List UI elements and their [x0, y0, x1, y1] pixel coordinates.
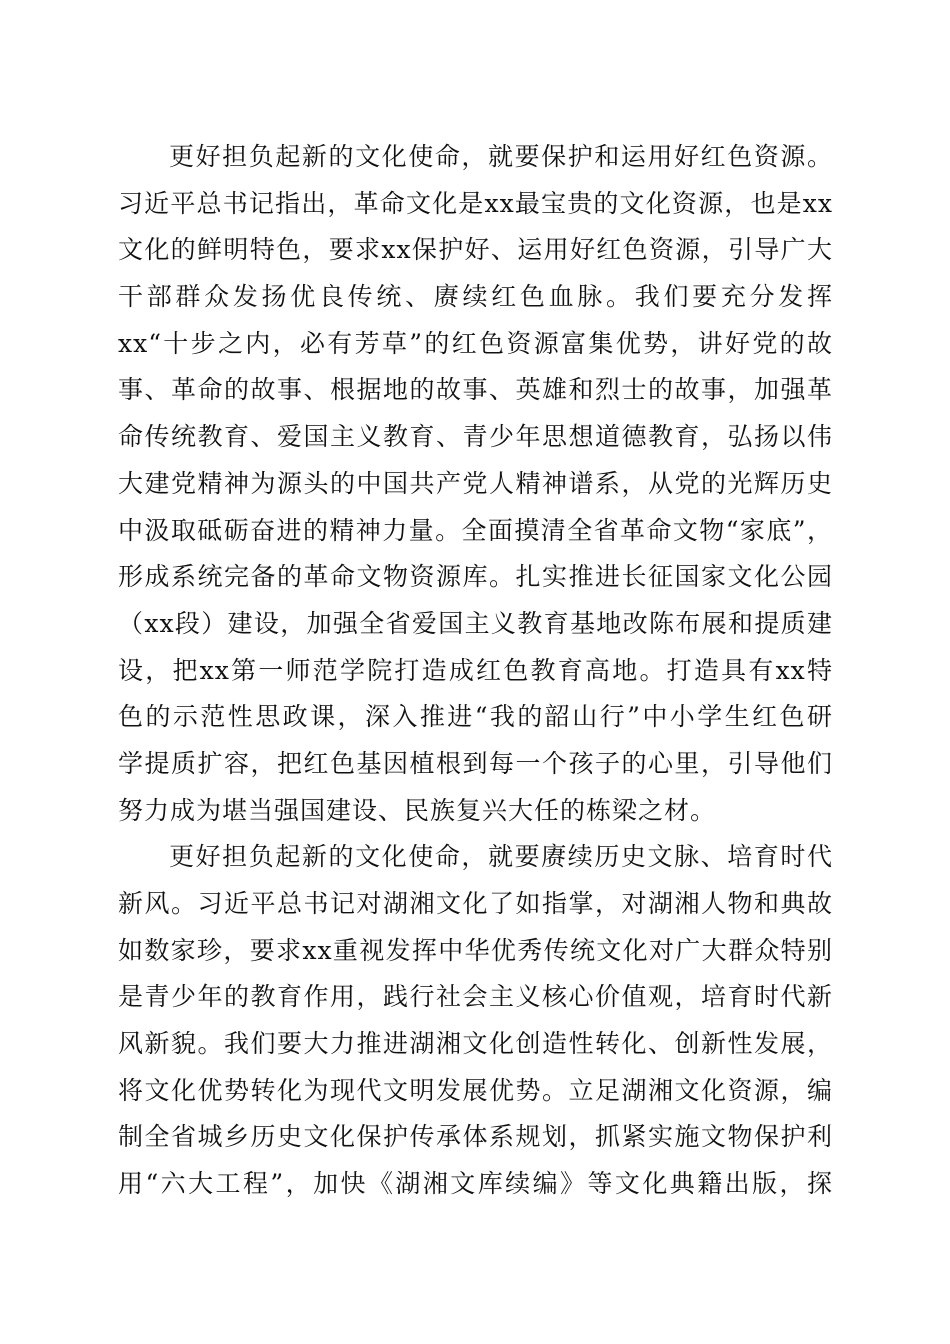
- paragraph-line: 学提质扩容，把红色基因植根到每一个孩子的心里，引导他们: [118, 748, 833, 778]
- paragraph-line: 色的示范性思政课，深入推进“我的韶山行”中小学生红色研: [118, 702, 833, 732]
- paragraph-line: 制全省城乡历史文化保护传承体系规划，抓紧实施文物保护利: [118, 1122, 833, 1152]
- paragraph-line: 习近平总书记指出，革命文化是xx最宝贵的文化资源，也是xx: [118, 188, 833, 218]
- paragraph-line: 大建党精神为源头的中国共产党人精神谱系，从党的光辉历史: [118, 468, 833, 498]
- paragraph-line: 命传统教育、爱国主义教育、青少年思想道德教育，弘扬以伟: [118, 422, 833, 452]
- paragraph-1: [118, 134, 833, 834]
- paragraph-line: 事、革命的故事、根据地的故事、英雄和烈士的故事，加强革: [118, 375, 833, 405]
- paragraph-line: 中汲取砥砺奋进的精神力量。全面摸清全省革命文物“家底”，: [118, 515, 833, 545]
- paragraph-line: 新风。习近平总书记对湖湘文化了如指掌，对湖湘人物和典故: [118, 889, 833, 918]
- paragraph-line: 是青少年的教育作用，践行社会主义核心价值观，培育时代新: [118, 982, 833, 1012]
- paragraph-line: 干部群众发扬优良传统、赓续红色血脉。我们要充分发挥: [118, 282, 833, 312]
- paragraph-line: 更好担负起新的文化使命，就要保护和运用好红色资源。: [169, 142, 833, 171]
- paragraph-line: xx“十步之内，必有芳草”的红色资源富集优势，讲好党的故: [118, 328, 833, 358]
- paragraph-line: 风新貌。我们要大力推进湖湘文化创造性转化、创新性发展，: [118, 1029, 833, 1059]
- paragraph-line: 如数家珍，要求xx重视发挥中华优秀传统文化对广大群众特别: [118, 935, 833, 965]
- document-body: [118, 134, 833, 1208]
- paragraph-line: 更好担负起新的文化使命，就要赓续历史文脉、培育时代: [169, 842, 833, 872]
- paragraph-line: 形成系统完备的革命文物资源库。扎实推进长征国家文化公园: [118, 562, 833, 592]
- paragraph-2: [118, 834, 833, 1208]
- paragraph-line: 将文化优势转化为现代文明发展优势。立足湖湘文化资源，编: [118, 1075, 833, 1105]
- paragraph-line: 设，把xx第一师范学院打造成红色教育高地。打造具有xx特: [118, 655, 833, 685]
- paragraph-line: 用“六大工程”，加快《湖湘文库续编》等文化典籍出版，探: [118, 1169, 833, 1199]
- paragraph-line: 文化的鲜明特色，要求xx保护好、运用好红色资源，引导广大: [118, 235, 833, 265]
- paragraph-line: 努力成为堪当强国建设、民族复兴大任的栋梁之材。: [118, 795, 717, 825]
- paragraph-line: （xx段）建设，加强全省爱国主义教育基地改陈布展和提质建: [118, 608, 833, 638]
